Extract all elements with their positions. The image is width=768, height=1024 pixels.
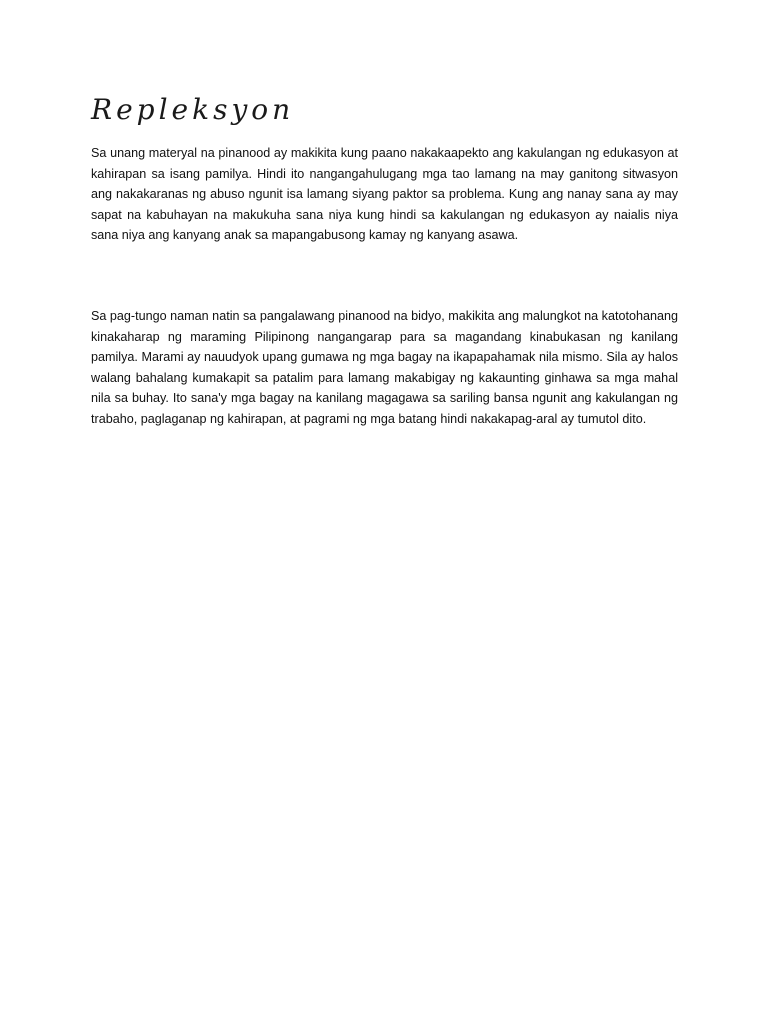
paragraph-1: Sa unang materyal na pinanood ay makikita kung paano nakakaapekto ang kakulangan ng edukasyon at kahirapan sa isang pamilya. Hindi ito nangangahulugang mga tao lamang na may ganitong sitwasyon ang nakakaranas ng abuso ngunit isa lamang siyang paktor sa problema. Kung ang nanay sana ay may sapat na kabuhayan na makukuha sana niya kung hindi sa kakulangan ng edukasyon ay naialis niya sana niya ang kanyang anak sa mapangabusong kamay ng kanyang asawa. xyxy=(91,146,678,242)
paragraph-2: Sa pag-tungo naman natin sa pangalawang pinanood na bidyo, makikita ang malungkot na katotohanang kinakaharap ng maraming Pilipinong nangangarap para sa magandang kinabukasan ng kanilang pamilya. Marami ay nauudyok upang gumawa ng mga bagay na ikapapahamak nila mismo. Sila ay halos walang bahalang kumakapit sa patalim para lamang makabigay ng kakaunting ginhawa sa mga mahal nila sa buhay. Ito sana'y mga bagay na kanilang magagawa sa sariling bansa ngunit ang kakulangan ng trabaho, paglaganap ng kahirapan, at pagrami ng mga batang hindi nakakapag-aral ay tumutol dito. xyxy=(91,309,678,426)
page-title: Repleksyon xyxy=(91,93,295,126)
